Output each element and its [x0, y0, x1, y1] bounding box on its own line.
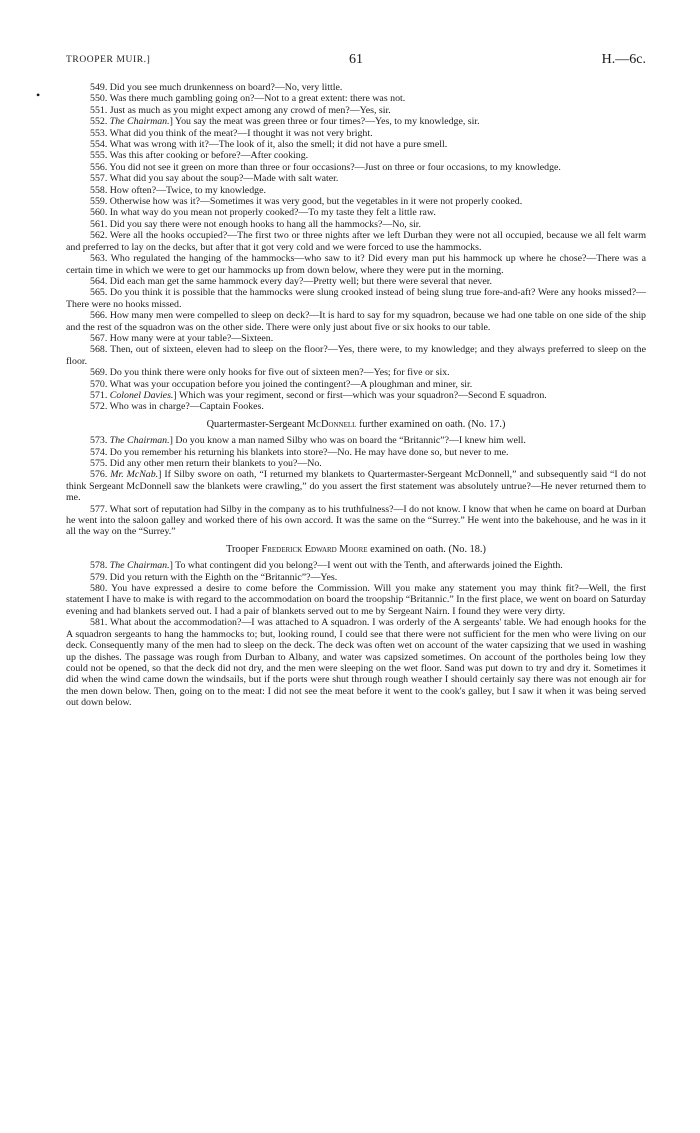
question-answer-paragraph: 569. Do you think there were only hooks for five out of sixteen men?—Yes; for five or six. [90, 367, 450, 379]
question-answer-paragraph: 553. What did you think of the meat?—I thought it was not very bright. [90, 127, 373, 139]
question-answer-paragraph: 549. Did you see much drunkenness on board?—No, very little. [90, 82, 343, 93]
section-heading-moore: Trooper Frederick Edward Moore examined on oath. (No. 18.) [226, 543, 486, 555]
question-answer-paragraph: 576. Mr. McNab.] If Silby swore on oath, “I returned my blankets to Quartermaster-Sergeant McDonnell,” and subsequently said “I do not think Sergeant McDonnell saw the blankets were crawling,” do you assert the first statement was absolutely untrue?—He never returned them to me. [66, 469, 647, 504]
question-answer-paragraph: 580. You have expressed a desire to come before the Commission. Will you make any statement you may think fit?—Well, the first statement I have to make is with regard to the accommodation on board the troopship “Britannic.” In the first place, we went on board on Saturday evening and had blankets served out. I had a pair of blankets served out to me by Sergeant Nairn. I found they were very dirty. [66, 583, 646, 617]
question-answer-paragraph: 552. The Chairman.] You say the meat was green three or four times?—Yes, to my knowledge, sir. [90, 116, 480, 128]
margin-mark: • [36, 88, 41, 102]
question-answer-paragraph: 572. Who was in charge?—Captain Fookes. [90, 401, 264, 413]
question-answer-paragraph: 581. What about the accommodation?—I was attached to A squadron. I was orderly of the A sergeants' table. We had enough hooks for the A squadron sergeants to hang the hammocks to; but, looking round, I could see that there were not sufficient for the men who were living on our deck. Consequently many of the men had to sleep on the deck. The deck was often wet on account of the water capsizing that we used in washing up the dishes. The passage was rough from Durban to Albany, and water was capsized sometimes. On account of the portholes being low they could not be opened, so that the deck did not dry, and the men were sleeping on the wet floor. Sand was put down to try and dry it. Sometimes it did when the wind came down the windsails, but if the ports were shut through rough weather I should certainly say there was not enough air for the men down below. Then, going on to the meat: I did not see the meat before it went to the cook's galley, but I saw it when it was being served out down below. [66, 617, 646, 709]
page-header [66, 52, 646, 72]
document-body [66, 82, 646, 709]
question-answer-paragraph: 550. Was there much gambling going on?—Not to a great extent: there was not. [90, 93, 406, 105]
question-answer-paragraph: 563. Who regulated the hanging of the hammocks—who saw to it? Did every man put his hammock up where he chose?—There was a certain time in which we were to get our hammocks up from down below, where they were put in the morning. [66, 253, 646, 276]
testimony-block-moore [66, 560, 646, 708]
question-answer-paragraph: 575. Did any other men return their blankets to you?—No. [90, 458, 322, 469]
question-answer-paragraph: 551. Just as much as you might expect among any crowd of men?—Yes, sir. [90, 104, 391, 116]
question-answer-paragraph: 570. What was your occupation before you joined the contingent?—A ploughman and miner, sir. [90, 378, 473, 390]
document-reference: H.—6c. [601, 52, 646, 67]
question-answer-paragraph: 578. The Chairman.] To what contingent did you belong?—I went out with the Tenth, and afterwards joined the Eighth. [90, 560, 563, 572]
question-answer-paragraph: 560. In what way do you mean not properly cooked?—To my taste they felt a little raw. [90, 207, 436, 219]
question-answer-paragraph: 571. Colonel Davies.] Which was your regiment, second or first—which was your squadron?—Second E squadron. [90, 389, 547, 401]
question-answer-paragraph: 558. How often?—Twice, to my knowledge. [90, 184, 266, 196]
question-answer-paragraph: 561. Did you say there were not enough hooks to hang all the hammocks?—No, sir. [90, 218, 422, 230]
question-answer-paragraph: 574. Do you remember his returning his blankets into store?—No. He may have done so, but never to me. [90, 446, 509, 458]
question-answer-paragraph: 556. You did not see it green on more than three or four occasions?—Just on three or four occasions, to my knowledge. [90, 161, 561, 173]
testimony-block-muir [66, 82, 646, 413]
question-answer-paragraph: 565. Do you think it is possible that the hammocks were slung crooked instead of being slung true fore-and-aft? Were any hooks missed?—There were no hooks missed. [66, 287, 646, 310]
question-answer-paragraph: 566. How many men were compelled to sleep on deck?—It is hard to say for my squadron, because we had one table on one side of the ship and the rest of the squadron was on the other side. There were only just about five or six hooks to our table. [66, 310, 646, 333]
question-answer-paragraph: 555. Was this after cooking or before?—After cooking. [90, 150, 309, 162]
question-answer-paragraph: 564. Did each man get the same hammock every day?—Pretty well; but there were several that never. [90, 275, 492, 287]
page-number: 61 [349, 52, 363, 67]
question-answer-paragraph: 554. What was wrong with it?—The look of it, also the smell; it did not have a pure smell. [90, 139, 448, 151]
running-head: TROOPER MUIR.] [66, 55, 151, 65]
question-answer-paragraph: 573. The Chairman.] Do you know a man named Silby who was on board the “Britannic”?—I knew him well. [90, 435, 526, 447]
question-answer-paragraph: 559. Otherwise how was it?—Sometimes it was very good, but the vegetables in it were not properly cooked. [90, 196, 523, 208]
question-answer-paragraph: 577. What sort of reputation had Silby in the company as to his truthfulness?—I do not know. I know that when he came on board at Durban he went into the saloon galley and worked there of his own accord. It was the same on the “Surrey.” He went into the bakehouse, and he was in it all the way on the “Surrey.” [66, 503, 646, 538]
question-answer-paragraph: 568. Then, out of sixteen, eleven had to sleep on the floor?—Yes, there were, to my knowledge; and they always preferred to sleep on the floor. [66, 344, 646, 367]
question-answer-paragraph: 567. How many were at your table?—Sixteen. [90, 332, 274, 344]
question-answer-paragraph: 557. What did you say about the soup?—Made with salt water. [90, 173, 339, 185]
question-answer-paragraph: 562. Were all the hooks occupied?—The first two or three nights after we left Durban they were not all occupied, because we all felt warm and preferred to lay on the decks, but after that it got very cold and we were forced to use the hammocks. [66, 230, 646, 253]
section-heading-mcdonnell: Quartermaster-Sergeant McDonnell further examined on oath. (No. 17.) [206, 418, 506, 430]
question-answer-paragraph: 579. Did you return with the Eighth on the “Britannic”?—Yes. [90, 571, 338, 583]
testimony-block-mcdonnell [66, 435, 646, 538]
